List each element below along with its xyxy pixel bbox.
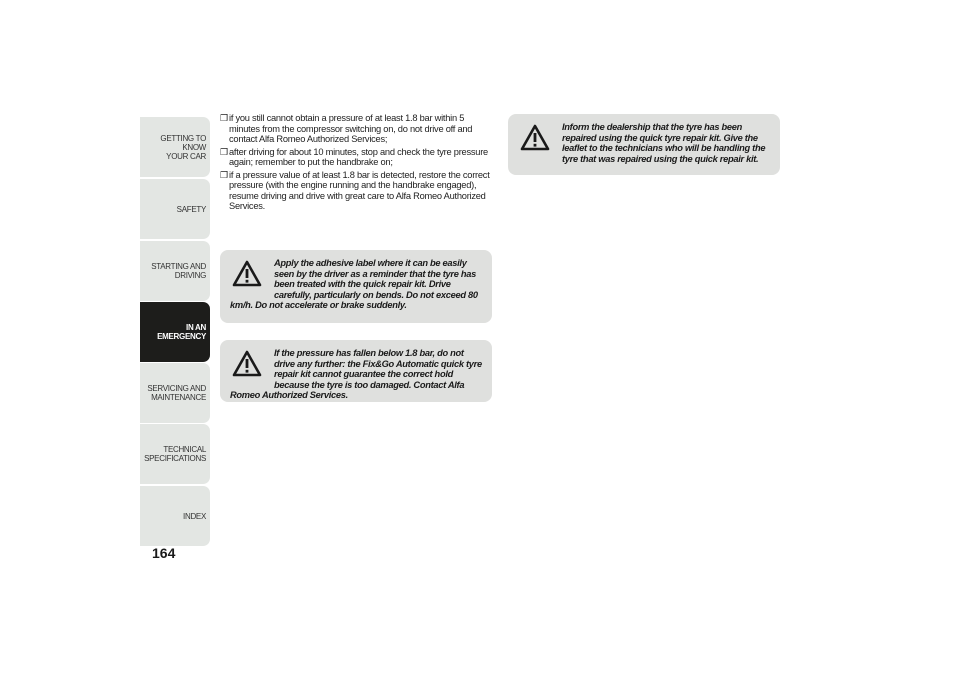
list-item-text: if a pressure value of at least 1.8 bar is detected, restore the correct pressure (with the engine running and the handbrake engaged), resume driving and drive with great care to Alfa Romeo Authorized Services. xyxy=(229,169,490,211)
nav-tab-index[interactable] xyxy=(140,486,210,546)
nav-tab-getting-to-know-your-car[interactable] xyxy=(140,117,210,177)
nav-tab-starting-and-driving[interactable] xyxy=(140,241,210,301)
warning-box-adhesive-label xyxy=(220,250,492,323)
warning-triangle-icon xyxy=(230,350,266,380)
nav-tab-safety[interactable] xyxy=(140,179,210,239)
nav-tab-technical-specifications[interactable] xyxy=(140,424,210,484)
warning-text: If the pressure has fallen below 1.8 bar, do not drive any further: the Fix&Go Automatic quick tyre repair kit cannot guarantee the correct hold because the tyre is too damaged. Contact Alfa Romeo Authorized Services. xyxy=(230,348,482,400)
warning-box-inform-dealership xyxy=(508,114,780,175)
list-item xyxy=(220,147,492,168)
checkbox-bullet-icon: ❒ xyxy=(220,169,228,180)
warning-text: Apply the adhesive label where it can be easily seen by the driver as a reminder that the tyre has been treated with the quick repair kit. Drive carefully, particularly on bends. Do not exceed 80 km/h. Do not accelerate or brake suddenly. xyxy=(230,258,478,310)
nav-tab-label: INDEX xyxy=(183,511,206,521)
checkbox-bullet-icon: ❒ xyxy=(220,146,228,157)
list-item xyxy=(220,113,492,145)
list-item-text: after driving for about 10 minutes, stop and check the tyre pressure again; remember to put the handbrake on; xyxy=(229,146,488,167)
list-item-text: if you still cannot obtain a pressure of at least 1.8 bar within 5 minutes from the compressor switching on, do not drive off and contact Alfa Romeo Authorized Services; xyxy=(229,113,473,144)
nav-tab-label: SERVICING AND MAINTENANCE xyxy=(147,384,206,402)
instruction-list xyxy=(220,113,492,214)
nav-tab-label: GETTING TO KNOW YOUR CAR xyxy=(160,133,206,161)
warning-triangle-icon xyxy=(230,260,266,290)
nav-tab-label: IN AN EMERGENCY xyxy=(157,323,206,341)
nav-tab-servicing-and-maintenance[interactable] xyxy=(140,363,210,423)
nav-tab-in-an-emergency[interactable] xyxy=(140,302,210,362)
nav-tab-label: TECHNICAL SPECIFICATIONS xyxy=(144,445,206,463)
warning-box-pressure xyxy=(220,340,492,402)
nav-tab-label: STARTING AND DRIVING xyxy=(151,262,206,280)
warning-triangle-icon xyxy=(518,124,554,154)
page-number: 164 xyxy=(152,545,176,561)
checkbox-bullet-icon: ❒ xyxy=(220,113,228,123)
warning-text: Inform the dealership that the tyre has been repaired using the quick tyre repair kit. Give the leaflet to the technicians who will be handling the tyre that was repaired using the quick repair kit. xyxy=(562,122,766,164)
list-item xyxy=(220,170,492,212)
nav-tab-label: SAFETY xyxy=(176,204,206,214)
